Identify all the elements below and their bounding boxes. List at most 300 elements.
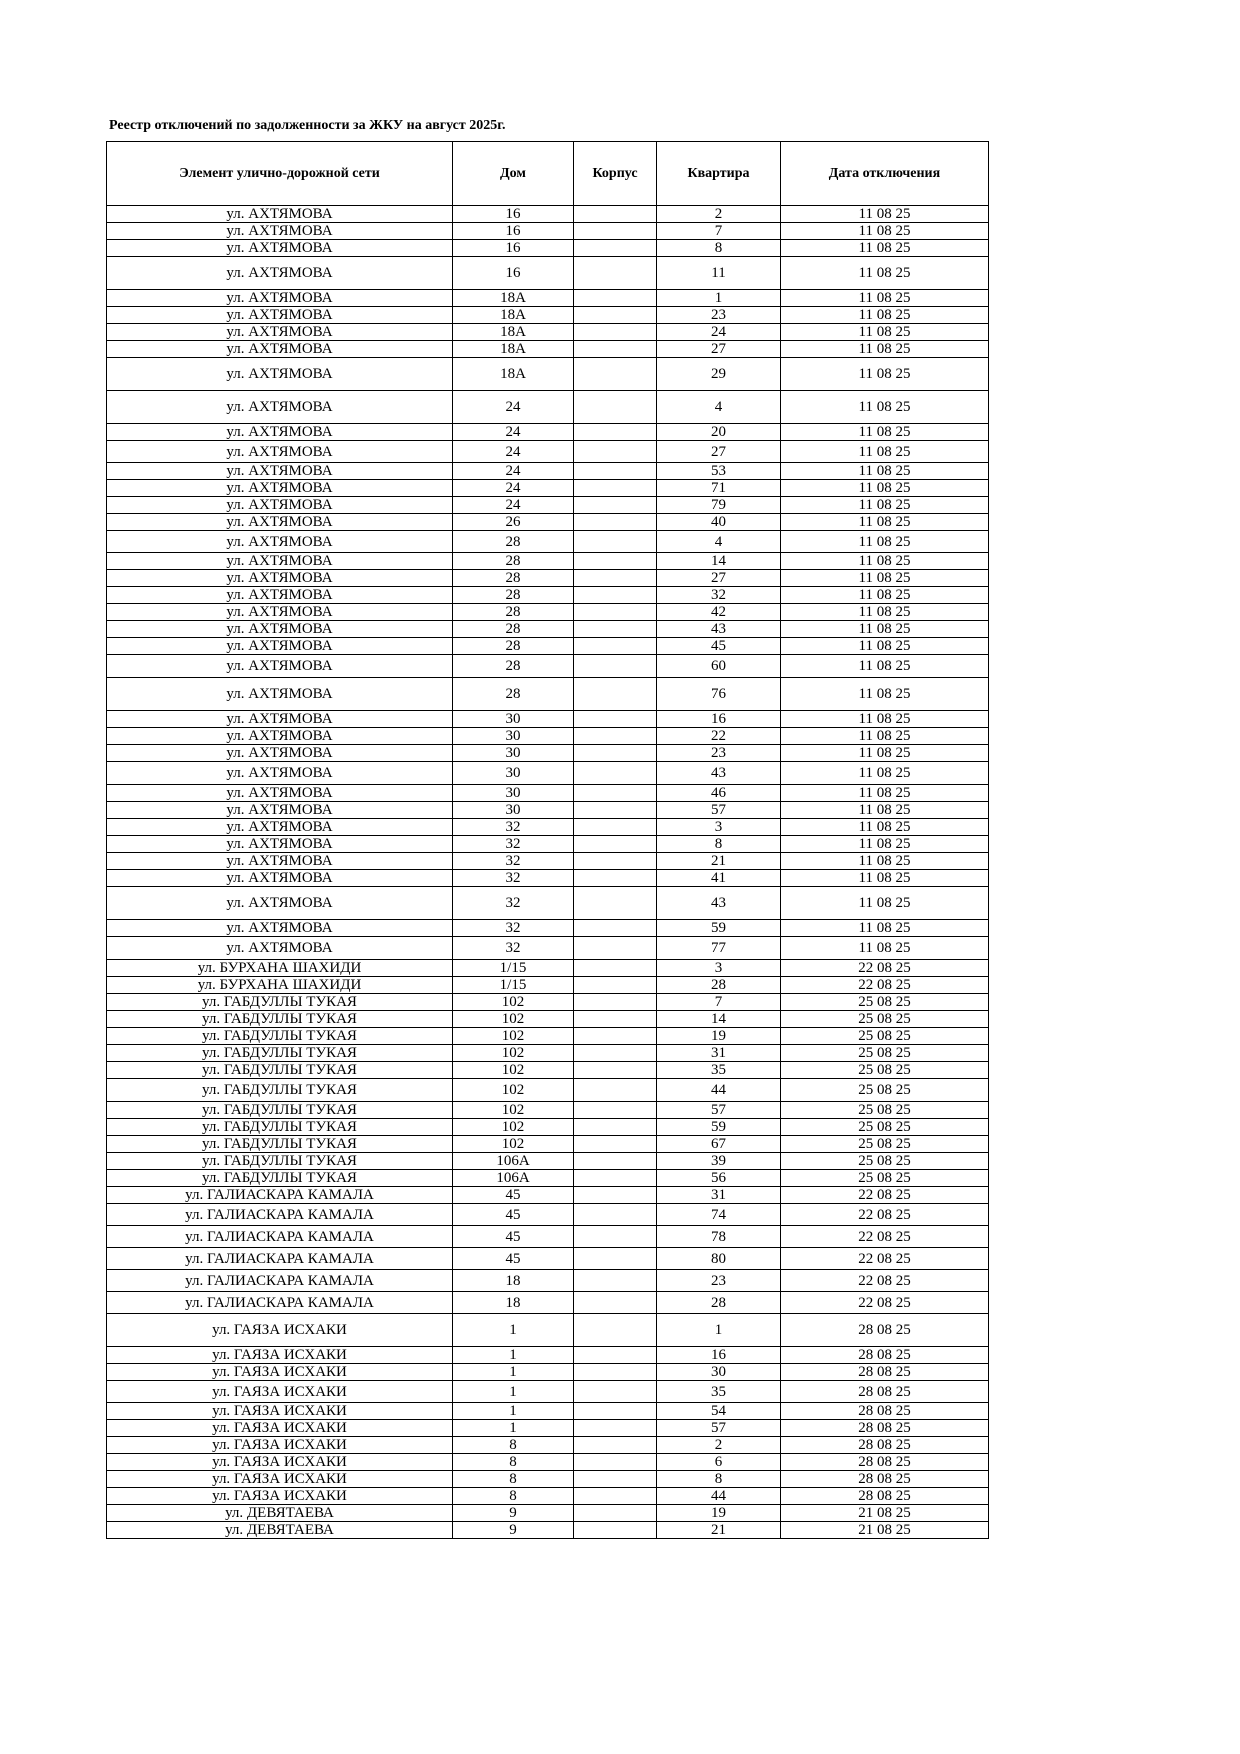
cell-street: ул. ГАЯЗА ИСХАКИ [107,1403,453,1420]
cell-date: 28 08 25 [781,1403,989,1420]
cell-apartment: 1 [657,290,781,307]
cell-korpus [574,424,657,441]
table-row [107,1153,989,1170]
cell-street: ул. ГАЯЗА ИСХАКИ [107,1314,453,1347]
cell-apartment: 44 [657,1079,781,1102]
cell-house: 16 [453,223,574,240]
cell-date: 11 08 25 [781,324,989,341]
cell-date: 11 08 25 [781,836,989,853]
cell-apartment: 14 [657,1011,781,1028]
cell-street: ул. АХТЯМОВА [107,553,453,570]
cell-date: 11 08 25 [781,553,989,570]
cell-street: ул. АХТЯМОВА [107,819,453,836]
cell-street: ул. ГАБДУЛЛЫ ТУКАЯ [107,1045,453,1062]
cell-korpus [574,206,657,223]
header-date: Дата отключения [781,142,989,206]
cell-date: 11 08 25 [781,678,989,711]
cell-house: 28 [453,587,574,604]
table-row [107,553,989,570]
cell-apartment: 57 [657,802,781,819]
cell-date: 11 08 25 [781,206,989,223]
cell-house: 32 [453,870,574,887]
table-row [107,391,989,424]
cell-date: 11 08 25 [781,570,989,587]
cell-street: ул. БУРХАНА ШАХИДИ [107,977,453,994]
cell-date: 11 08 25 [781,745,989,762]
cell-date: 11 08 25 [781,424,989,441]
cell-street: ул. АХТЯМОВА [107,728,453,745]
table-body [107,206,989,1539]
cell-date: 11 08 25 [781,711,989,728]
cell-house: 102 [453,1045,574,1062]
table-row [107,711,989,728]
cell-korpus [574,290,657,307]
cell-street: ул. ГАБДУЛЛЫ ТУКАЯ [107,1102,453,1119]
cell-apartment: 23 [657,1270,781,1292]
cell-street: ул. ГАЛИАСКАРА КАМАЛА [107,1187,453,1204]
cell-apartment: 59 [657,920,781,937]
cell-apartment: 35 [657,1381,781,1403]
cell-street: ул. ГАЯЗА ИСХАКИ [107,1437,453,1454]
cell-house: 28 [453,678,574,711]
cell-house: 102 [453,1079,574,1102]
cell-house: 30 [453,762,574,785]
cell-date: 11 08 25 [781,762,989,785]
cell-korpus [574,1226,657,1248]
cell-street: ул. ГАЯЗА ИСХАКИ [107,1471,453,1488]
cell-house: 28 [453,621,574,638]
cell-apartment: 60 [657,655,781,678]
cell-apartment: 23 [657,307,781,324]
cell-house: 30 [453,711,574,728]
cell-date: 22 08 25 [781,1187,989,1204]
cell-street: ул. АХТЯМОВА [107,678,453,711]
cell-street: ул. ГАБДУЛЛЫ ТУКАЯ [107,1119,453,1136]
cell-street: ул. АХТЯМОВА [107,307,453,324]
cell-apartment: 31 [657,1045,781,1062]
cell-street: ул. АХТЯМОВА [107,604,453,621]
table-row [107,1420,989,1437]
cell-street: ул. АХТЯМОВА [107,497,453,514]
table-row [107,1270,989,1292]
cell-korpus [574,678,657,711]
cell-apartment: 32 [657,587,781,604]
cell-korpus [574,655,657,678]
cell-apartment: 22 [657,728,781,745]
cell-street: ул. ГАБДУЛЛЫ ТУКАЯ [107,1079,453,1102]
cell-house: 1 [453,1347,574,1364]
cell-korpus [574,480,657,497]
cell-apartment: 28 [657,977,781,994]
cell-street: ул. АХТЯМОВА [107,341,453,358]
table-row [107,1045,989,1062]
table-row [107,223,989,240]
table-row [107,480,989,497]
cell-korpus [574,223,657,240]
table-row [107,604,989,621]
cell-apartment: 27 [657,341,781,358]
cell-apartment: 11 [657,257,781,290]
cell-apartment: 67 [657,1136,781,1153]
cell-street: ул. АХТЯМОВА [107,802,453,819]
table-row [107,1226,989,1248]
cell-house: 102 [453,1136,574,1153]
cell-street: ул. АХТЯМОВА [107,920,453,937]
cell-apartment: 21 [657,853,781,870]
cell-apartment: 24 [657,324,781,341]
cell-date: 21 08 25 [781,1522,989,1539]
cell-apartment: 8 [657,1471,781,1488]
table-row [107,678,989,711]
table-row [107,785,989,802]
cell-street: ул. АХТЯМОВА [107,240,453,257]
table-row [107,587,989,604]
cell-house: 9 [453,1505,574,1522]
table-row [107,307,989,324]
cell-date: 28 08 25 [781,1454,989,1471]
cell-korpus [574,1454,657,1471]
cell-street: ул. АХТЯМОВА [107,480,453,497]
cell-street: ул. АХТЯМОВА [107,324,453,341]
table-row [107,497,989,514]
cell-date: 11 08 25 [781,621,989,638]
cell-street: ул. ГАЛИАСКАРА КАМАЛА [107,1270,453,1292]
cell-korpus [574,1102,657,1119]
cell-apartment: 7 [657,223,781,240]
cell-korpus [574,1045,657,1062]
cell-house: 24 [453,391,574,424]
cell-korpus [574,853,657,870]
cell-korpus [574,1248,657,1270]
cell-korpus [574,240,657,257]
cell-apartment: 31 [657,1187,781,1204]
cell-street: ул. АХТЯМОВА [107,638,453,655]
cell-date: 25 08 25 [781,1011,989,1028]
cell-street: ул. ГАБДУЛЛЫ ТУКАЯ [107,1011,453,1028]
cell-korpus [574,391,657,424]
cell-korpus [574,1187,657,1204]
cell-korpus [574,1270,657,1292]
cell-korpus [574,728,657,745]
cell-house: 106А [453,1170,574,1187]
cell-street: ул. АХТЯМОВА [107,745,453,762]
cell-street: ул. ГАЯЗА ИСХАКИ [107,1488,453,1505]
cell-korpus [574,1028,657,1045]
cell-date: 25 08 25 [781,1102,989,1119]
cell-date: 25 08 25 [781,1136,989,1153]
cell-korpus [574,785,657,802]
cell-date: 11 08 25 [781,887,989,920]
table-row [107,1102,989,1119]
cell-house: 32 [453,819,574,836]
cell-apartment: 4 [657,531,781,553]
cell-date: 28 08 25 [781,1347,989,1364]
table-row [107,836,989,853]
cell-street: ул. АХТЯМОВА [107,424,453,441]
cell-house: 45 [453,1248,574,1270]
cell-street: ул. АХТЯМОВА [107,257,453,290]
cell-house: 18 [453,1270,574,1292]
cell-korpus [574,960,657,977]
cell-house: 28 [453,531,574,553]
cell-korpus [574,463,657,480]
cell-apartment: 40 [657,514,781,531]
cell-korpus [574,621,657,638]
cell-house: 1 [453,1364,574,1381]
cell-street: ул. ГАБДУЛЛЫ ТУКАЯ [107,1062,453,1079]
cell-house: 32 [453,887,574,920]
table-row [107,441,989,463]
cell-date: 11 08 25 [781,307,989,324]
cell-house: 45 [453,1204,574,1226]
cell-date: 25 08 25 [781,1153,989,1170]
cell-street: ул. АХТЯМОВА [107,887,453,920]
cell-date: 25 08 25 [781,1045,989,1062]
cell-street: ул. ГАЯЗА ИСХАКИ [107,1381,453,1403]
cell-house: 1 [453,1314,574,1347]
cell-korpus [574,358,657,391]
cell-street: ул. АХТЯМОВА [107,937,453,960]
cell-korpus [574,1136,657,1153]
header-house: Дом [453,142,574,206]
cell-korpus [574,819,657,836]
cell-house: 32 [453,920,574,937]
cell-street: ул. ДЕВЯТАЕВА [107,1522,453,1539]
cell-house: 102 [453,1011,574,1028]
cell-house: 18А [453,307,574,324]
cell-house: 18А [453,358,574,391]
table-row [107,1314,989,1347]
cell-apartment: 21 [657,1522,781,1539]
document-title: Реестр отключений по задолженности за ЖКУ на август 2025г. [109,118,506,133]
header-street: Элемент улично-дорожной сети [107,142,453,206]
cell-korpus [574,1011,657,1028]
cell-date: 11 08 25 [781,290,989,307]
cell-date: 11 08 25 [781,937,989,960]
cell-house: 30 [453,802,574,819]
table-row [107,887,989,920]
cell-house: 32 [453,836,574,853]
cell-apartment: 78 [657,1226,781,1248]
cell-date: 22 08 25 [781,1226,989,1248]
cell-korpus [574,570,657,587]
cell-korpus [574,937,657,960]
cell-house: 1/15 [453,960,574,977]
cell-korpus [574,836,657,853]
cell-date: 11 08 25 [781,240,989,257]
cell-date: 11 08 25 [781,655,989,678]
cell-apartment: 27 [657,570,781,587]
cell-street: ул. ГАБДУЛЛЫ ТУКАЯ [107,1170,453,1187]
cell-street: ул. АХТЯМОВА [107,836,453,853]
cell-apartment: 57 [657,1420,781,1437]
cell-house: 102 [453,994,574,1011]
cell-date: 11 08 25 [781,441,989,463]
cell-korpus [574,802,657,819]
table-row [107,1364,989,1381]
cell-apartment: 16 [657,711,781,728]
cell-house: 9 [453,1522,574,1539]
cell-house: 16 [453,257,574,290]
cell-house: 16 [453,206,574,223]
cell-house: 24 [453,463,574,480]
cell-apartment: 3 [657,960,781,977]
cell-house: 24 [453,441,574,463]
cell-house: 18А [453,290,574,307]
table-row [107,621,989,638]
cell-apartment: 20 [657,424,781,441]
cell-apartment: 53 [657,463,781,480]
cell-apartment: 8 [657,836,781,853]
cell-house: 18 [453,1292,574,1314]
cell-street: ул. ГАЯЗА ИСХАКИ [107,1347,453,1364]
cell-house: 28 [453,604,574,621]
cell-korpus [574,1488,657,1505]
cell-date: 22 08 25 [781,1248,989,1270]
cell-date: 22 08 25 [781,977,989,994]
cell-street: ул. ГАЯЗА ИСХАКИ [107,1420,453,1437]
table-row [107,257,989,290]
cell-house: 8 [453,1471,574,1488]
cell-apartment: 4 [657,391,781,424]
table-row [107,1079,989,1102]
table-row [107,290,989,307]
table-row [107,728,989,745]
table-row [107,853,989,870]
table-row [107,1136,989,1153]
cell-apartment: 45 [657,638,781,655]
cell-house: 1 [453,1403,574,1420]
cell-korpus [574,1292,657,1314]
cell-date: 22 08 25 [781,960,989,977]
cell-house: 30 [453,785,574,802]
cell-apartment: 44 [657,1488,781,1505]
cell-date: 11 08 25 [781,463,989,480]
cell-street: ул. АХТЯМОВА [107,785,453,802]
cell-apartment: 43 [657,887,781,920]
cell-date: 25 08 25 [781,1119,989,1136]
cell-apartment: 14 [657,553,781,570]
table-row [107,1437,989,1454]
cell-house: 28 [453,553,574,570]
cell-korpus [574,1420,657,1437]
cell-apartment: 76 [657,678,781,711]
table-row [107,802,989,819]
cell-house: 8 [453,1488,574,1505]
cell-apartment: 35 [657,1062,781,1079]
cell-apartment: 2 [657,206,781,223]
table-row [107,1488,989,1505]
table-row [107,870,989,887]
cell-house: 1/15 [453,977,574,994]
table-row [107,1522,989,1539]
cell-street: ул. ГАЯЗА ИСХАКИ [107,1364,453,1381]
cell-apartment: 77 [657,937,781,960]
table-row [107,1119,989,1136]
cell-house: 30 [453,728,574,745]
table-row [107,1505,989,1522]
cell-korpus [574,341,657,358]
cell-house: 28 [453,655,574,678]
cell-korpus [574,324,657,341]
cell-apartment: 2 [657,1437,781,1454]
table-row [107,819,989,836]
cell-korpus [574,1170,657,1187]
cell-korpus [574,870,657,887]
cell-apartment: 30 [657,1364,781,1381]
cell-apartment: 41 [657,870,781,887]
table-row [107,1454,989,1471]
cell-korpus [574,257,657,290]
cell-street: ул. АХТЯМОВА [107,621,453,638]
cell-apartment: 19 [657,1028,781,1045]
cell-date: 11 08 25 [781,531,989,553]
cell-date: 11 08 25 [781,604,989,621]
cell-date: 28 08 25 [781,1314,989,1347]
table-header [107,142,989,206]
cell-korpus [574,638,657,655]
cell-street: ул. АХТЯМОВА [107,358,453,391]
cell-korpus [574,497,657,514]
cell-date: 25 08 25 [781,1170,989,1187]
cell-house: 26 [453,514,574,531]
cell-street: ул. БУРХАНА ШАХИДИ [107,960,453,977]
cell-apartment: 43 [657,762,781,785]
cell-date: 11 08 25 [781,785,989,802]
cell-house: 32 [453,937,574,960]
cell-date: 11 08 25 [781,728,989,745]
cell-house: 102 [453,1028,574,1045]
cell-street: ул. ГАЯЗА ИСХАКИ [107,1454,453,1471]
cell-street: ул. АХТЯМОВА [107,514,453,531]
cell-apartment: 28 [657,1292,781,1314]
cell-date: 25 08 25 [781,1028,989,1045]
cell-apartment: 6 [657,1454,781,1471]
disconnection-registry-table [106,141,989,1539]
cell-house: 28 [453,570,574,587]
cell-apartment: 74 [657,1204,781,1226]
cell-date: 28 08 25 [781,1420,989,1437]
cell-date: 11 08 25 [781,257,989,290]
cell-house: 45 [453,1226,574,1248]
cell-apartment: 43 [657,621,781,638]
cell-date: 22 08 25 [781,1204,989,1226]
cell-korpus [574,1471,657,1488]
table-row [107,1011,989,1028]
cell-korpus [574,587,657,604]
cell-apartment: 59 [657,1119,781,1136]
cell-korpus [574,307,657,324]
table-row [107,994,989,1011]
cell-korpus [574,1347,657,1364]
cell-korpus [574,1381,657,1403]
header-korpus: Корпус [574,142,657,206]
cell-apartment: 57 [657,1102,781,1119]
cell-date: 25 08 25 [781,994,989,1011]
cell-street: ул. ГАБДУЛЛЫ ТУКАЯ [107,1153,453,1170]
cell-street: ул. АХТЯМОВА [107,870,453,887]
table-row [107,1187,989,1204]
cell-date: 11 08 25 [781,802,989,819]
header-apartment: Квартира [657,142,781,206]
cell-apartment: 39 [657,1153,781,1170]
table-row [107,638,989,655]
cell-street: ул. АХТЯМОВА [107,391,453,424]
cell-street: ул. АХТЯМОВА [107,762,453,785]
cell-apartment: 27 [657,441,781,463]
table-row [107,1204,989,1226]
cell-house: 8 [453,1454,574,1471]
